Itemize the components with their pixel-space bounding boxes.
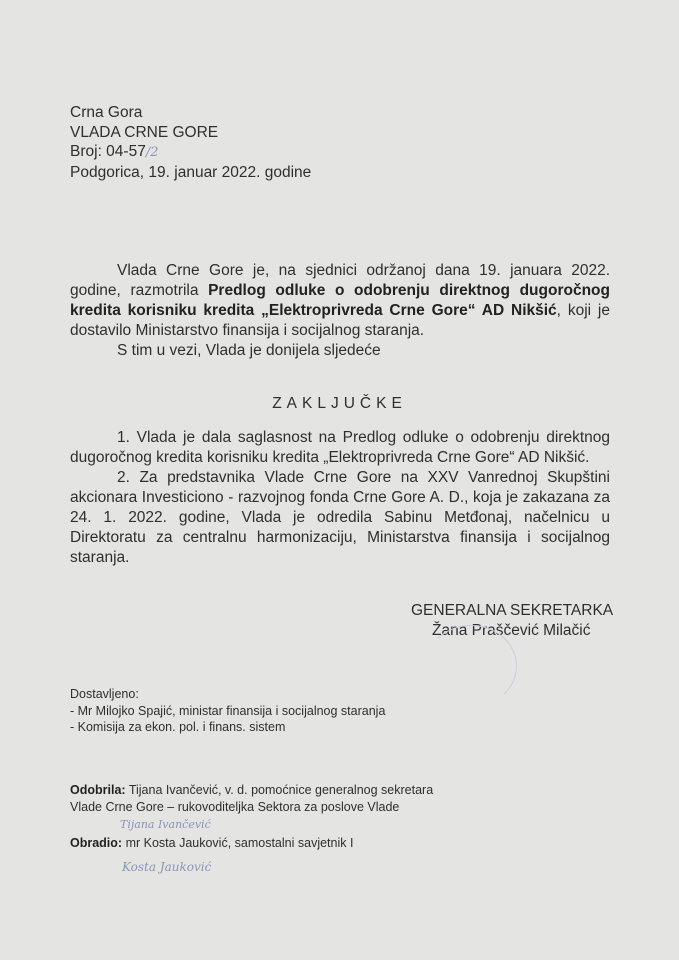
country: Crna Gora	[70, 104, 143, 121]
intro-paragraph	[70, 261, 610, 341]
processed-signature: Kosta Jauković	[122, 860, 212, 874]
delivered-label: Dostavljeno:	[70, 687, 139, 701]
approved-text: Tijana Ivančević, v. d. pomoćnice generalnog sekretara Vlade Crne Gore – rukovoditeljka Sektora za poslove Vlade	[70, 783, 434, 814]
approved-label: Odobrila:	[70, 783, 126, 797]
delivered-item: - Komisija za ekon. pol. i finans. sistem	[70, 720, 286, 734]
approved-by	[70, 782, 440, 815]
intro-section	[70, 261, 610, 361]
conclusions-list	[70, 428, 610, 568]
conclusions-title: ZAKLJUČKE	[272, 395, 407, 412]
conclusion-item: 2. Za predstavnika Vlade Crne Gore na XXV Vanrednoj Skupštini akcionara Investiciono - razvojnog fonda Crne Gore A. D., koja je zakazana za 24. 1. 2022. godine, Vlada je odredila Sabinu Metđonaj, načelnicu u Direktoratu za centralnu harmonizaciju, Ministarstva finansija i socijalnog staranja.	[70, 469, 610, 566]
conclusion-item: 1. Vlada je dala saglasnost na Predlog odluke o odobrenju direktnog dugoročnog kredita korisniku kredita „Elektroprivreda Crne Gore“ AD Nikšić.	[70, 429, 610, 466]
signature-name: Žana Praščević Milačić	[432, 622, 591, 639]
number-text: Broj: 04-57	[70, 143, 146, 160]
intro-text: Vlada Crne Gore je, na sjednici održanoj dana 19. januara 2022. godine, razmotrila	[70, 262, 610, 299]
approval-section	[70, 782, 440, 874]
document-header	[70, 103, 311, 182]
intro-text-end: , koji je dostavilo Ministarstvo finansija i socijalnog staranja.	[70, 302, 610, 339]
reference-number	[70, 142, 311, 163]
institution: VLADA CRNE GORE	[70, 123, 219, 141]
place-date: Podgorica, 19. januar 2022. godine	[70, 163, 312, 181]
processed-text: mr Kosta Jauković, samostalni savjetnik I	[125, 836, 354, 850]
delivered-item: - Mr Milojko Spajić, ministar finansija i socijalnog staranja	[70, 703, 386, 718]
processed-by	[70, 835, 440, 852]
approved-signature: Tijana Ivančević	[120, 818, 211, 831]
delivered-section	[70, 686, 385, 736]
stamp-icon	[425, 625, 517, 707]
processed-label: Obradio:	[70, 836, 123, 850]
decision-title: Predlog odluke o odobrenju direktnog dugoročnog kredita korisniku kredita „Elektroprivreda Crne Gore“ AD Nikšić	[70, 282, 610, 319]
intro-second: S tim u vezi, Vlada je donijela sljedeće	[117, 342, 381, 359]
signature-role: GENERALNA SEKRETARKA	[411, 602, 614, 619]
handwritten-number: /2	[145, 145, 159, 160]
